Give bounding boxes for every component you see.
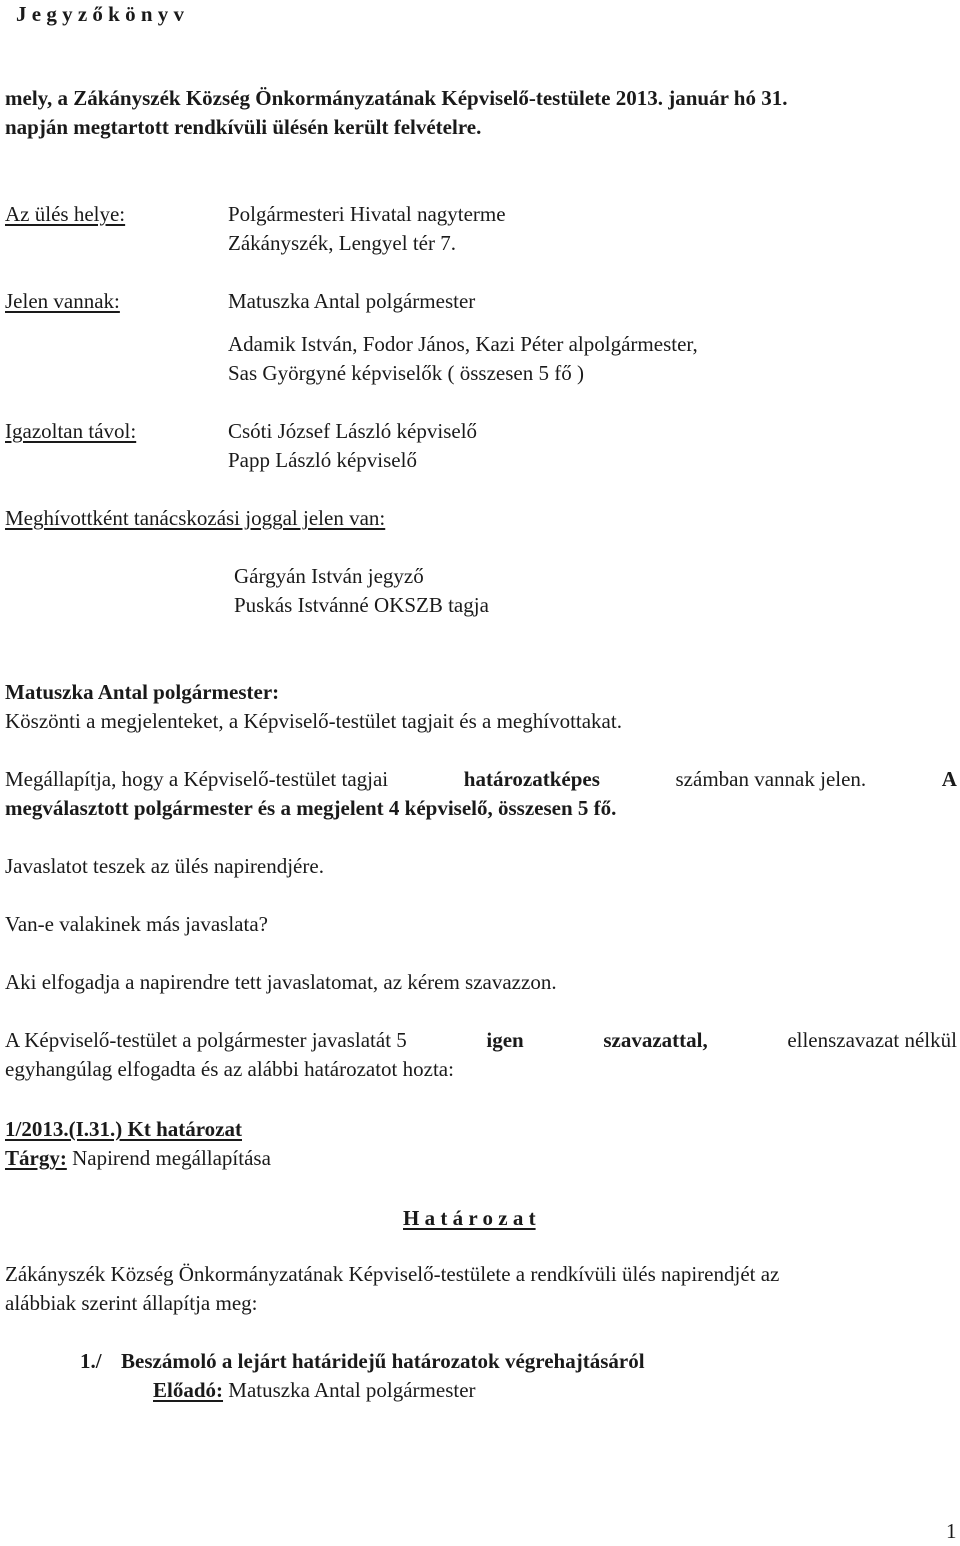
vote-pre: A Képviselő-testület a polgármester javaslatát 5 (5, 1028, 407, 1052)
invited-line-2: Puskás Istvánné OKSZB tagja (234, 593, 489, 617)
quorum-bold: határozatképes (463, 767, 600, 791)
resolution-heading: H a t á r o z a t (403, 1206, 536, 1230)
vote-bold-1: igen (486, 1028, 524, 1052)
meeting-place-line-1: Polgármesteri Hivatal nagyterme (228, 202, 506, 226)
present-mayor: Matuszka Antal polgármester (228, 289, 476, 313)
resolution-body-line-1: Zákányszék Község Önkormányzatának Képviselő-testülete a rendkívüli ülés napirendjét az (5, 1262, 780, 1286)
proposal-text: Javaslatot teszek az ülés napirendjére. (5, 854, 324, 878)
vote-line-1 (5, 1026, 957, 1055)
invited-label: Meghívottként tanácskozási joggal jelen van: (5, 506, 386, 530)
meeting-place-line-2: Zákányszék, Lengyel tér 7. (228, 231, 456, 255)
vote-post: ellenszavazat nélkül (787, 1028, 957, 1052)
question-text: Van-e valakinek más javaslata? (5, 912, 268, 936)
agenda-item-number: 1./ (80, 1349, 102, 1373)
agenda-item-presenter (153, 1376, 476, 1405)
excused-label: Igazoltan távol: (5, 419, 137, 443)
excused-line-1: Csóti József László képviselő (228, 419, 478, 443)
resolution-subject (5, 1144, 271, 1173)
quorum-post: számban vannak jelen. (675, 767, 867, 791)
meeting-place-label: Az ülés helye: (5, 202, 126, 226)
intro-line-1: mely, a Zákányszék Község Önkormányzatának Képviselő-testülete 2013. január hó 31. (5, 86, 788, 110)
quorum-line-2: megválasztott polgármester és a megjelent 4 képviselő, összesen 5 fő. (5, 796, 617, 820)
intro-line-2: napján megtartott rendkívüli ülésén került felvételre. (5, 115, 482, 139)
subject-label: Tárgy: (5, 1146, 67, 1170)
vote-call-text: Aki elfogadja a napirendre tett javaslatomat, az kérem szavazzon. (5, 970, 557, 994)
present-members-line-2: Sas Györgyné képviselők ( összesen 5 fő ) (228, 361, 584, 385)
subject-text: Napirend megállapítása (72, 1146, 271, 1170)
present-label: Jelen vannak: (5, 289, 120, 313)
vote-line-2: egyhangúlag elfogadta és az alábbi határozatot hozta: (5, 1057, 454, 1081)
document-title: J e g y z ő k ö n y v (16, 2, 184, 26)
invited-line-1: Gárgyán István jegyző (234, 564, 424, 588)
excused-line-2: Papp László képviselő (228, 448, 417, 472)
presenter-name: Matuszka Antal polgármester (228, 1378, 476, 1402)
page-number: 1 (946, 1519, 957, 1543)
quorum-tail: A (941, 767, 957, 791)
vote-bold-2: szavazattal, (603, 1028, 708, 1052)
quorum-pre: Megállapítja, hogy a Képviselő-testület tagjai (5, 767, 389, 791)
greeting-text: Köszönti a megjelenteket, a Képviselő-testület tagjait és a meghívottakat. (5, 709, 622, 733)
resolution-number: 1/2013.(I.31.) Kt határozat (5, 1117, 242, 1141)
present-members-line-1: Adamik István, Fodor János, Kazi Péter alpolgármester, (228, 332, 698, 356)
speaker-name: Matuszka Antal polgármester: (5, 680, 280, 704)
presenter-label: Előadó: (153, 1378, 224, 1402)
quorum-line-1 (5, 765, 957, 794)
agenda-item-title: Beszámoló a lejárt határidejű határozatok végrehajtásáról (121, 1349, 645, 1373)
resolution-body-line-2: alábbiak szerint állapítja meg: (5, 1291, 258, 1315)
